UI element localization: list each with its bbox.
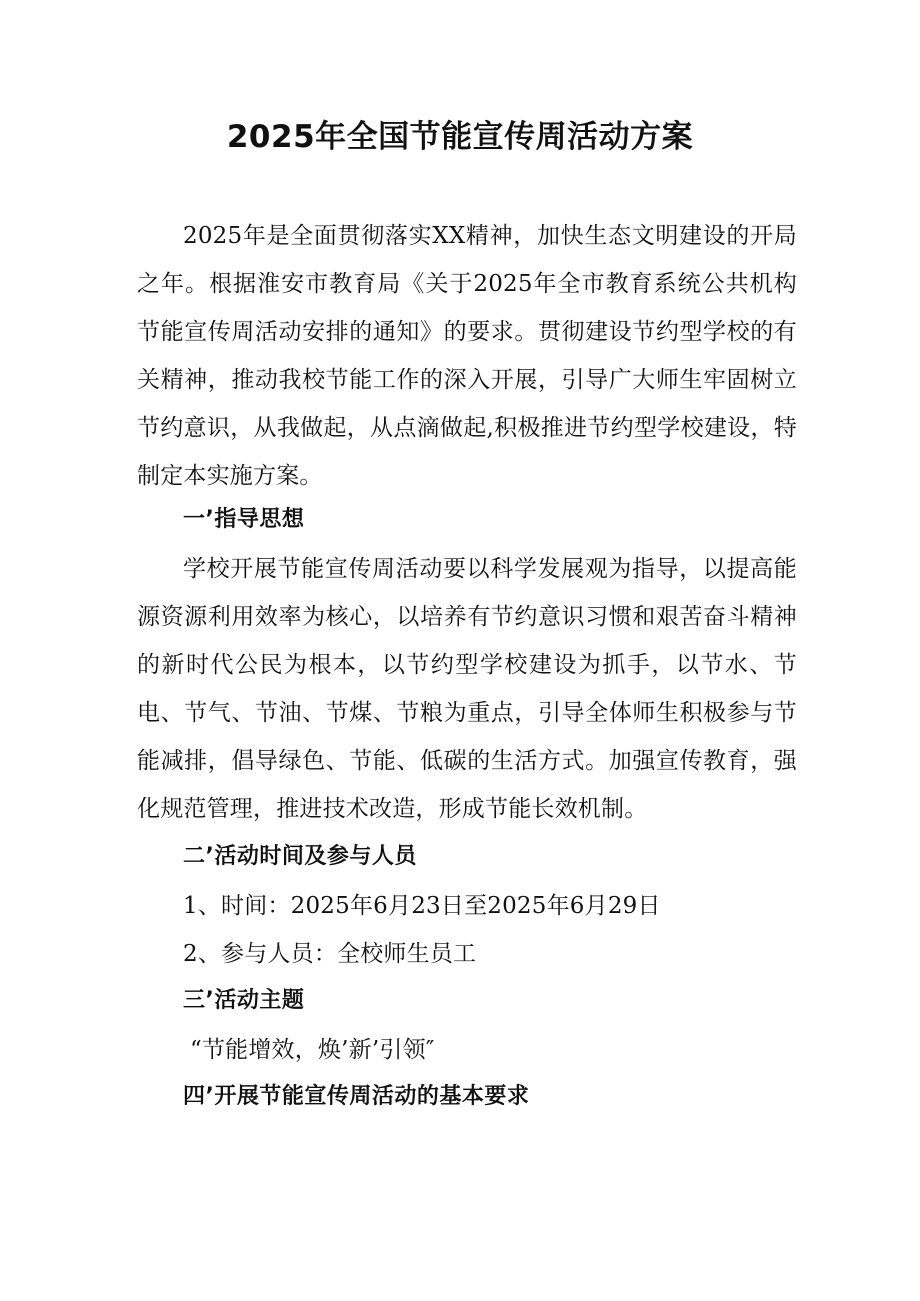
participants-item: 2、参与人员：全校师生员工 — [183, 941, 477, 967]
time-item: 1、时间：2025年6月23日至2025年6月29日 — [183, 893, 661, 919]
theme-text: “节能增效，焕’新’引领″ — [190, 1037, 435, 1063]
section-heading-guiding-ideology: 一’指导思想 — [183, 507, 305, 532]
guiding-ideology-paragraph: 学校开展节能宣传周活动要以科学发展观为指导，以提高能源资源利用效率为核心，以培养有节约意识习惯和艰苦奋斗精神的新时代公民为根本，以节约型学校建设为抓手，以节水、节电、节气、节油、节煤、节粮为重点，引导全体师生积极参与节能减排，倡导绿色、节能、低碳的生活方式。加强宣传教育，强化规范管理，推进技术改造，形成节能长效机制。 — [137, 556, 797, 822]
document-title: 2025年全国节能宣传周活动方案 — [226, 119, 694, 155]
intro-paragraph: 2025年是全面贯彻落实XX精神，加快生态文明建设的开局之年。根据淮安市教育局《关于2025年全市教育系统公共机构节能宣传周活动安排的通知》的要求。贯彻建设节约型学校的有关精神，推动我校节能工作的深入开展，引导广大师生牢固树立节约意识，从我做起，从点滴做起,积极推进节约型学校建设，特制定本实施方案。 — [137, 223, 797, 489]
section-heading-theme: 三’活动主题 — [183, 988, 305, 1013]
section-heading-basic-requirements: 四’开展节能宣传周活动的基本要求 — [183, 1084, 530, 1109]
section-heading-time-participants: 二’活动时间及参与人员 — [183, 844, 417, 869]
